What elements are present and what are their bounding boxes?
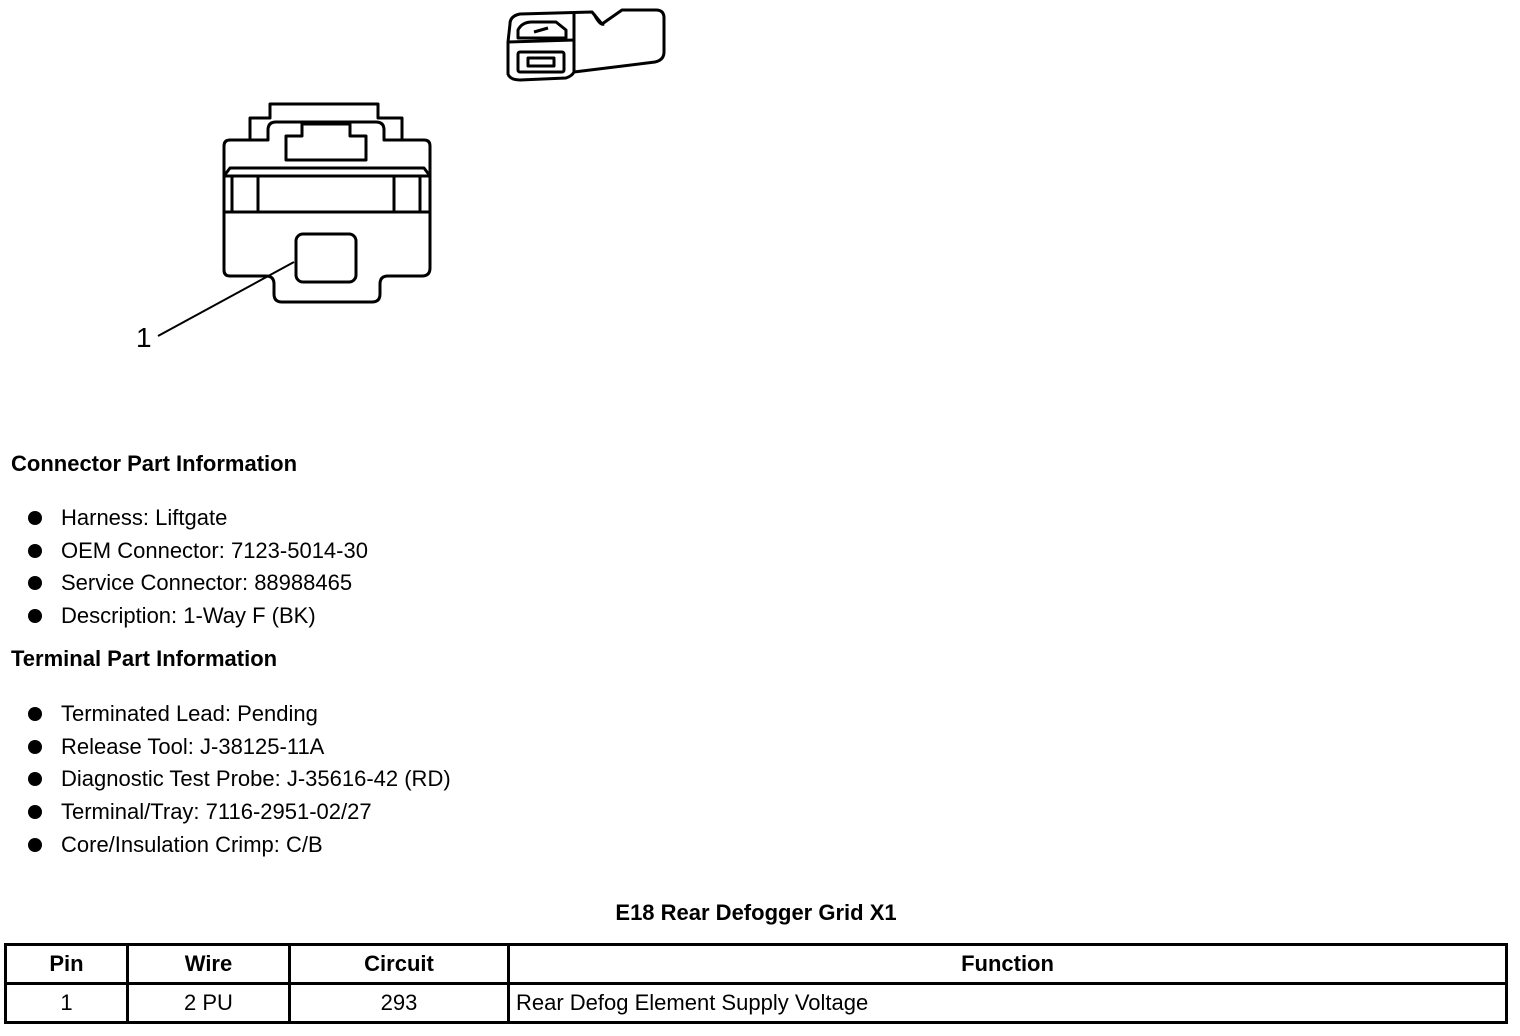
connector-isometric-view: [508, 10, 664, 80]
bullet-icon: [28, 544, 42, 558]
column-header-function: Function: [509, 945, 1507, 984]
harness-text: Harness: Liftgate: [61, 505, 228, 530]
column-header-pin: Pin: [6, 945, 128, 984]
bullet-icon: [28, 838, 42, 852]
connector-drawing: [0, 0, 1520, 420]
service-connector-text: Service Connector: 88988465: [61, 570, 353, 596]
connector-part-info-heading: Connector Part Information: [11, 451, 298, 476]
list-item: [28, 731, 451, 764]
list-item: [28, 502, 368, 535]
list-item: [28, 763, 451, 796]
table-row: [6, 984, 1507, 1023]
connector-front-view: [224, 104, 430, 302]
list-item: [28, 698, 451, 731]
list-item: [28, 535, 368, 568]
bullet-icon: [28, 772, 42, 786]
circuit-cell: 293: [290, 984, 509, 1023]
function-cell: Rear Defog Element Supply Voltage: [509, 984, 1507, 1023]
release-tool-text: Release Tool: J-38125-11A: [61, 733, 325, 759]
pin-table: [4, 943, 1508, 1024]
table-header-row: [6, 945, 1507, 984]
bullet-icon: [28, 609, 42, 623]
terminal-tray-text: Terminal/Tray: 7116-2951-02/27: [61, 799, 372, 825]
bullet-icon: [28, 740, 42, 754]
list-item: [28, 567, 368, 600]
wire-cell: 2 PU: [128, 984, 290, 1023]
test-probe-text: Diagnostic Test Probe: J-35616-42 (RD): [61, 766, 451, 792]
bullet-icon: [28, 805, 42, 819]
pin-1-callout-label: 1: [136, 322, 152, 353]
description-text: Description: 1-Way F (BK): [61, 603, 316, 629]
column-header-circuit: Circuit: [290, 945, 509, 984]
connector-part-info-list: [28, 502, 368, 633]
list-item: [28, 600, 368, 633]
bullet-icon: [28, 707, 42, 721]
bullet-icon: [28, 511, 42, 525]
pin-cell: 1: [6, 984, 128, 1023]
oem-connector-text: OEM Connector: 7123-5014-30: [61, 537, 368, 563]
crimp-text: Core/Insulation Crimp: C/B: [61, 831, 323, 857]
terminated-lead-text: Terminated Lead: Pending: [61, 701, 318, 726]
column-header-wire: Wire: [128, 945, 290, 984]
pin-1-cavity: [296, 234, 356, 282]
pin-table-title: E18 Rear Defogger Grid X1: [615, 900, 897, 925]
terminal-part-info-heading: Terminal Part Information: [11, 646, 278, 671]
list-item: [28, 796, 451, 829]
list-item: [28, 829, 451, 862]
bullet-icon: [28, 576, 42, 590]
terminal-part-info-list: [28, 698, 451, 861]
